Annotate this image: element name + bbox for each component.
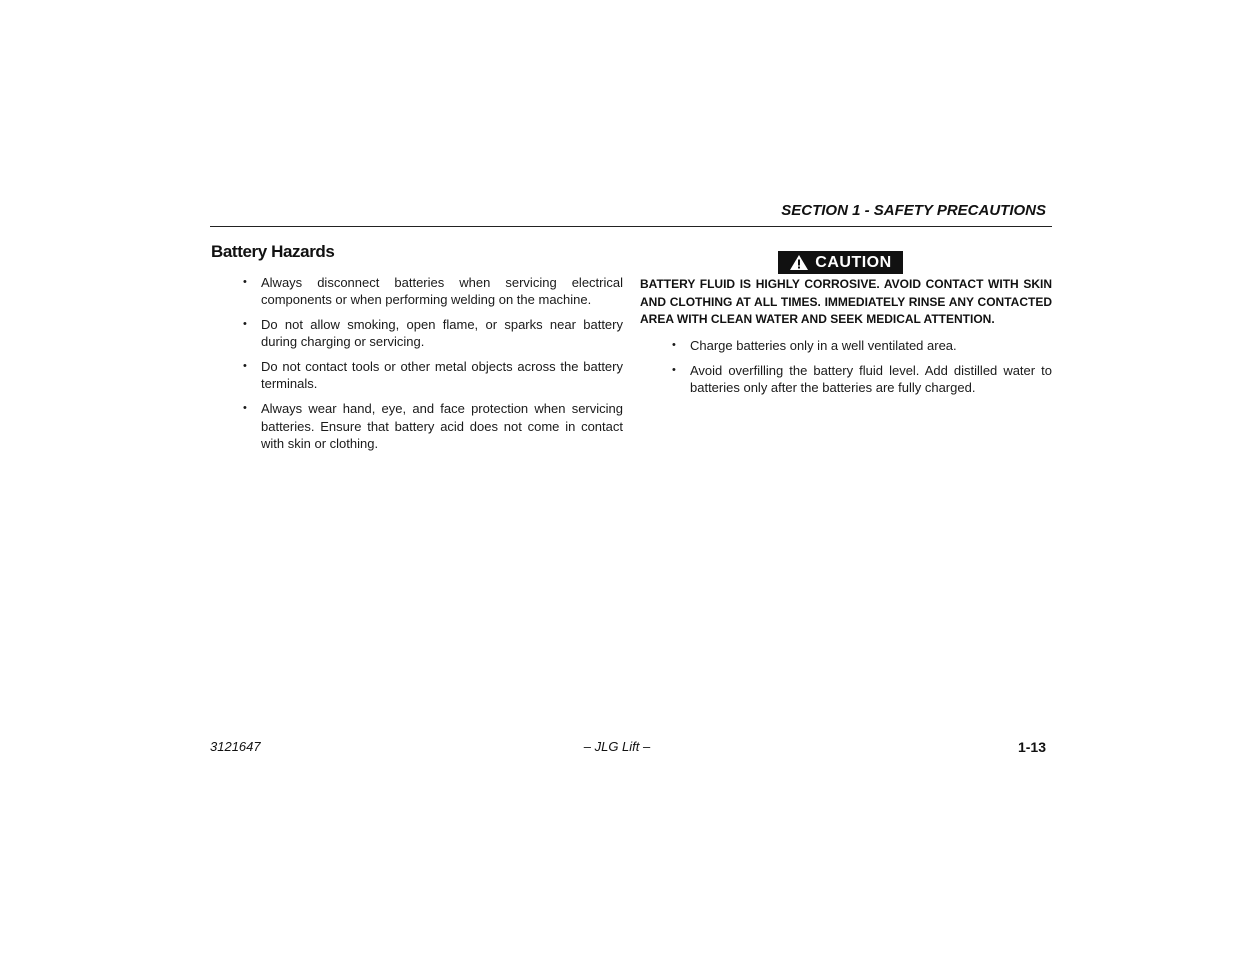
caution-badge — [778, 251, 903, 274]
bullet-icon: • — [243, 276, 247, 288]
list-item-text: Charge batteries only in a well ventilated area. — [690, 338, 957, 353]
list-item-text: Avoid overfilling the battery fluid level. Add distilled water to batteries only after the batteries are fully charged. — [690, 362, 1052, 396]
list-item — [243, 274, 623, 309]
footer-page-number: 1-13 — [1017, 739, 1046, 755]
list-item — [243, 316, 623, 351]
bullet-icon: • — [243, 402, 247, 415]
list-item — [243, 358, 623, 393]
list-item — [672, 362, 1052, 397]
bullet-icon: • — [672, 339, 676, 351]
left-bullet-list — [243, 274, 623, 460]
bullet-icon: • — [243, 360, 247, 373]
bullet-icon: • — [243, 318, 247, 331]
right-bullet-list — [672, 337, 1052, 404]
bullet-icon: • — [672, 363, 676, 376]
section-header-title: SECTION 1 - SAFETY PRECAUTIONS — [781, 202, 1046, 219]
warning-triangle-icon — [789, 254, 809, 271]
list-item-text: Do not contact tools or other metal objects across the battery terminals. — [261, 359, 623, 392]
caution-label: CAUTION — [815, 253, 892, 271]
list-item-text: Always disconnect batteries when servicing electrical components or when performing welding on the machine. — [261, 275, 623, 308]
list-item — [672, 337, 1052, 354]
list-item — [243, 400, 623, 452]
battery-hazards-heading: Battery Hazards — [211, 242, 335, 261]
caution-text: BATTERY FLUID IS HIGHLY CORROSIVE. AVOID CONTACT WITH SKIN AND CLOTHING AT ALL TIMES. IMMEDIATELY RINSE ANY CONTACTED AREA WITH CLEAN WATER AND SEEK MEDICAL ATTENTION. — [640, 277, 1052, 326]
footer-doc-number: 3121647 — [210, 739, 261, 754]
list-item-text: Do not allow smoking, open flame, or sparks near battery during charging or servicing. — [261, 317, 623, 350]
header-rule — [210, 226, 1052, 227]
list-item-text: Always wear hand, eye, and face protection when servicing batteries. Ensure that battery acid does not come in contact with skin or clothing. — [261, 401, 623, 451]
footer-center-text: – JLG Lift – — [583, 739, 651, 754]
